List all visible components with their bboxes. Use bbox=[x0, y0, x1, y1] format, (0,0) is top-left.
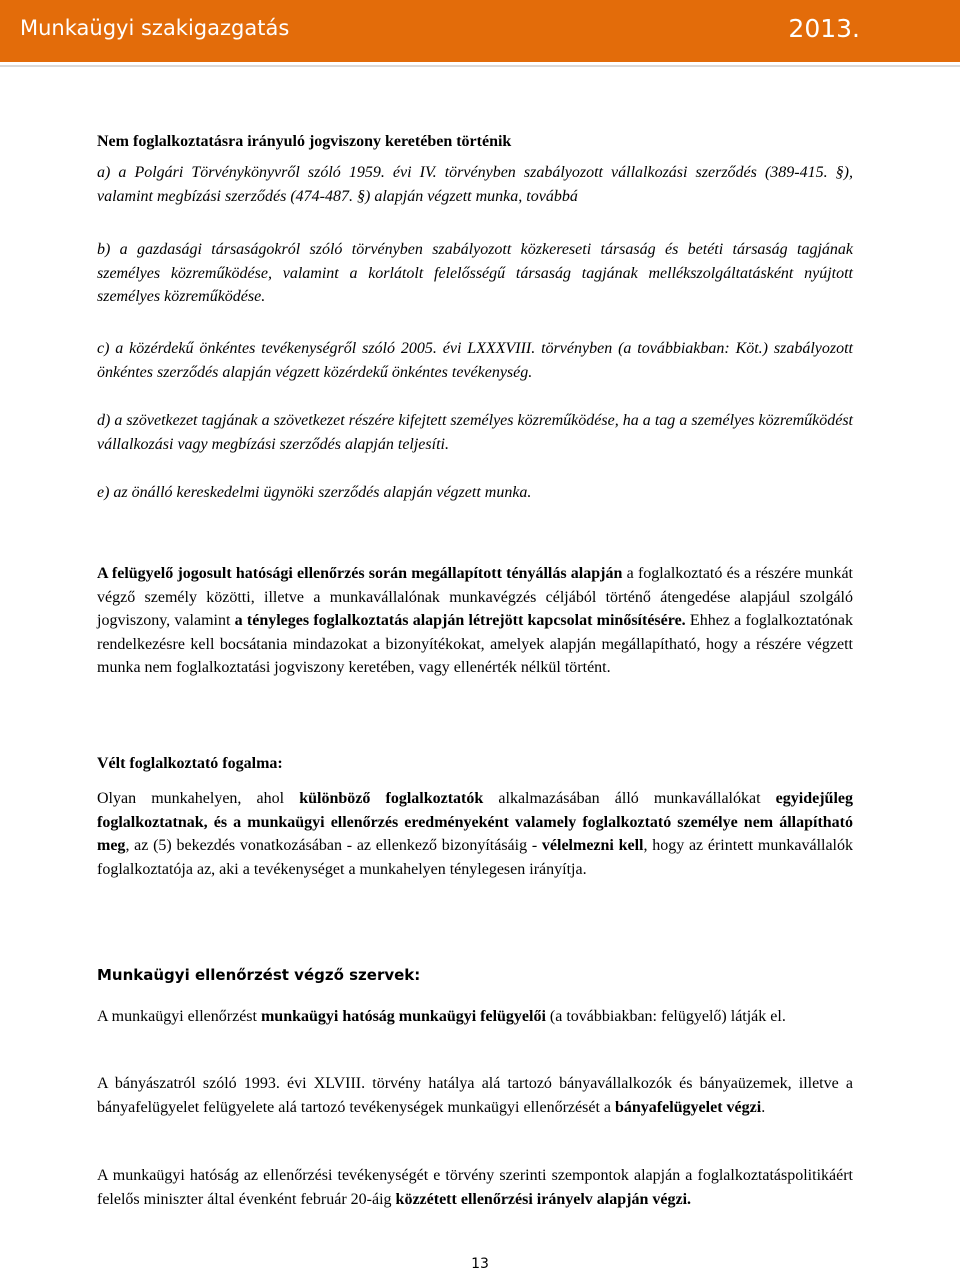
authorities-paragraph-2 bbox=[97, 1072, 853, 1119]
item-c: c) a közérdekű önkéntes tevékenységről szóló 2005. évi LXXXVIII. törvényben (a továbbiakban: Köt.) szabályozott önkéntes szerződés alapján végzett közérdekű önkéntes tevékenység. bbox=[97, 340, 853, 381]
item-a: a) a Polgári Törvénykönyvről szóló 1959. évi IV. törvényben szabályozott vállalkozási szerződés (389-415. §), valamint megbízási szerződés (474-487. §) alapján végzett munka, továbbá bbox=[97, 164, 853, 205]
inspector-bold-2: a tényleges foglalkoztatás alapján létrejött kapcsolat minősítésére. bbox=[234, 612, 686, 629]
page-header bbox=[0, 0, 960, 65]
item-b: b) a gazdasági társaságokról szóló törvényben szabályozott közkereseti társaság és betéti társaság tagjának személyes közreműködése, valamint a korlátolt felelősségű társaság tagjának mellékszolgáltatásként nyújtott személyes közreműködése. bbox=[97, 241, 853, 305]
section3-heading: Vélt foglalkoztató fogalma: bbox=[97, 755, 283, 772]
employer-text-2: alkalmazásában álló munkavállalókat bbox=[483, 790, 776, 807]
employer-paragraph bbox=[97, 787, 853, 881]
item-e: e) az önálló kereskedelmi ügynöki szerződés alapján végzett munka. bbox=[97, 484, 532, 501]
header-year: 2013. bbox=[788, 14, 860, 43]
authorities-bold-3: közzétett ellenőrzési irányelv alapján végzi. bbox=[395, 1190, 692, 1208]
employer-text-3: , az (5) bekezdés vonatkozásában - az ellenkező bizonyításáig - bbox=[125, 837, 542, 854]
employer-bold-1: különböző foglalkoztatók bbox=[299, 790, 484, 807]
page-number: 13 bbox=[471, 1256, 489, 1272]
authorities-paragraph-1 bbox=[97, 1005, 853, 1029]
authorities-bold-1: munkaügyi hatóság munkaügyi felügyelői bbox=[260, 1008, 546, 1025]
authorities-text-2c: . bbox=[761, 1098, 766, 1116]
section4-heading: Munkaügyi ellenőrzést végző szervek: bbox=[97, 966, 421, 984]
section1-heading: Nem foglalkoztatásra irányuló jogviszony keretében történik bbox=[97, 133, 512, 150]
employer-text-1: Olyan munkahelyen, ahol bbox=[97, 790, 300, 807]
employer-text-4: , hogy az érintett munkavállalók foglalkoztatója az, aki a tevékenységet a munkahelyen ténylegesen irányítja. bbox=[97, 837, 854, 878]
item-d: d) a szövetkezet tagjának a szövetkezet részére kifejtett személyes közreműködése, ha a tag a személyes közreműködést vállalkozási vagy megbízási szerződés alapján teljesíti. bbox=[97, 412, 853, 453]
inspector-text-2: Ehhez a foglalkoztatónak rendelkezésre kell bocsátania mindazokat a bizonyítékokat, amelyek alapján megállapítható, hogy a részére végzett munka nem foglalkoztatási jogviszony keretében, vagy ellenérték nélkül történt. bbox=[97, 612, 854, 676]
header-title: Munkaügyi szakigazgatás bbox=[20, 16, 290, 40]
authorities-text-3a: A munkaügyi hatóság az ellenőrzési tevékenységét e törvény szerinti szempontok alapján a foglalkoztatáspolitikáért felelős miniszter által évenként február 20-áig bbox=[97, 1167, 853, 1208]
authorities-text-1c: (a továbbiakban: felügyelő) látják el. bbox=[545, 1008, 786, 1025]
authorities-paragraph-3 bbox=[97, 1164, 853, 1211]
authorities-text-2a: A bányászatról szóló 1993. évi XLVIII. törvény hatálya alá tartozó bányavállalkozók és bányaüzemek, illetve a bányafelügyelet felügyelete alá tartozó tevékenységek munkaügyi ellenőrzését a bbox=[97, 1075, 853, 1116]
inspector-text-1: a foglalkoztató és a részére munkát végző személy közötti, illetve a munkavállalónak munkavégzés céljából történő átengedése alapjául szolgáló jogviszony, valamint bbox=[97, 565, 854, 629]
employer-bold-3: vélelmezni kell bbox=[541, 837, 644, 854]
authorities-text-1a: A munkaügyi ellenőrzést bbox=[97, 1008, 261, 1025]
inspector-bold-1: A felügyelő jogosult hatósági ellenőrzés során megállapított tényállás alapján bbox=[97, 565, 623, 582]
inspector-paragraph bbox=[97, 562, 853, 680]
employer-bold-2: egyidejűleg foglalkoztatnak, és a munkaügyi ellenőrzés eredményeként valamely foglalkoztató személye nem állapítható meg bbox=[97, 790, 853, 854]
authorities-bold-2: bányafelügyelet végzi bbox=[614, 1098, 762, 1116]
